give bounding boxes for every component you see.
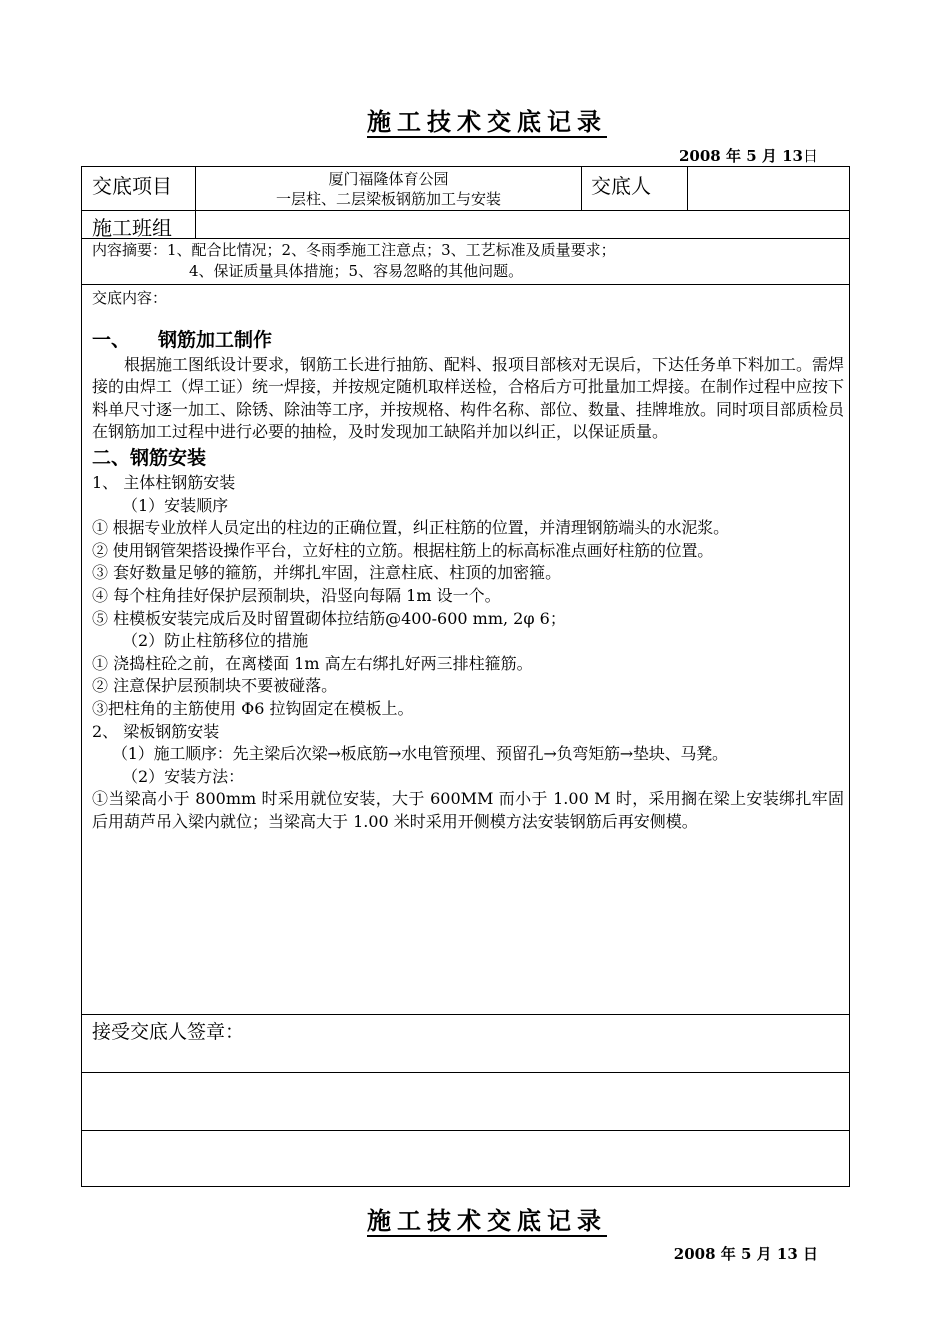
- project-label: 交底项目: [92, 174, 172, 198]
- signature-label: 接受交底人签章：: [92, 1021, 245, 1043]
- content-summary: [92, 240, 616, 282]
- row-divider: [82, 1014, 849, 1015]
- item-1-subheading-2: （2）防止柱筋移位的措施: [122, 631, 309, 651]
- step-item: ① 根据专业放样人员定出的柱边的正确位置，纠正柱筋的位置，并清理钢筋端头的水泥浆。: [92, 518, 729, 538]
- content-label: 交底内容：: [92, 289, 168, 307]
- date-year: 2008 年: [679, 147, 741, 165]
- footer-date-month-day: 5 月 13 日: [741, 1245, 818, 1263]
- summary-line-2: 4、保证质量具体措施；5、容易忽略的其他问题。: [189, 262, 524, 280]
- step-item: ③ 套好数量足够的箍筋，并绑扎牢固，注意柱底、柱顶的加密箍。: [92, 563, 562, 583]
- step-item: ② 使用钢管架搭设操作平台，立好柱的立筋。根据柱筋上的标高标准点画好柱筋的位置。: [92, 540, 714, 560]
- row-divider: [82, 210, 849, 211]
- section-1-paragraph: 根据施工图纸设计要求，钢筋工长进行抽筋、配料、报项目部核对无误后，下达任务单下料加工。需焊接的由焊工（焊工证）统一焊接，并按规定随机取样送检，合格后方可批量加工焊接。在制作过程中应按下料单尺寸逐一加工、除锈、除油等工序，并按规格、构件名称、部位、数量、挂牌堆放。同时项目部质检员在钢筋加工过程中进行必要的抽检，及时发现加工缺陷并加以纠正，以保证质量。: [92, 354, 845, 442]
- column-divider: [687, 167, 688, 210]
- section-1-heading: [92, 326, 844, 354]
- item-2-paragraph: ①当梁高小于 800mm 时采用就位安装，大于 600MM 而小于 1.00 M 时，采用搁在梁上安装绑扎牢固后用葫芦吊入梁内就位；当梁高大于 1.00 米时采用开侧模方法安装钢筋后再安侧模。: [92, 789, 844, 831]
- summary-line-1: 内容摘要：1、配合比情况；2、冬雨季施工注意点；3、工艺标准及质量要求；: [92, 241, 616, 259]
- measure-item: ① 浇捣柱砼之前，在离楼面 1m 高左右绑扎好两三排柱箍筋。: [92, 653, 533, 673]
- measure-item: ③把柱角的主筋使用 Φ6 拉钩固定在模板上。: [92, 698, 414, 718]
- footer-date-year: 2008 年: [673, 1245, 736, 1263]
- column-divider: [581, 167, 582, 210]
- item-2-subheading-1: （1）施工顺序：先主梁后次梁→板底筋→水电管预埋、预留孔→负弯矩筋→垫块、马凳。: [112, 744, 728, 764]
- item-1-subheading-1: （1）安装顺序: [122, 495, 229, 515]
- date-suffix: 日: [802, 147, 818, 165]
- step-item: ④ 每个柱角挂好保护层预制块，沿竖向每隔 1m 设一个。: [92, 585, 501, 605]
- record-date: [679, 145, 818, 166]
- item-2-title: 2、 梁板钢筋安装: [92, 721, 220, 741]
- date-month-day: 5 月 13: [746, 147, 803, 165]
- section-1-title: 钢筋加工制作: [158, 328, 273, 351]
- disclosure-table: [81, 166, 850, 1187]
- measure-item: ② 注意保护层预制块不要被碰落。: [92, 676, 338, 696]
- section-1-number: 一、: [92, 328, 131, 351]
- project-name: [196, 169, 581, 209]
- team-label: 施工班组: [92, 216, 172, 240]
- page-title: [0, 102, 950, 137]
- row-divider: [82, 1130, 849, 1131]
- presenter-label: 交底人: [591, 174, 651, 198]
- row-divider: [82, 238, 849, 239]
- item-1-title: 1、 主体柱钢筋安装: [92, 472, 236, 492]
- item-2-subheading-2: （2）安装方法：: [122, 766, 245, 786]
- row-divider: [82, 284, 849, 285]
- project-line-2: 一层柱、二层梁板钢筋加工与安装: [275, 190, 501, 208]
- project-line-1: 厦门福隆体育公园: [328, 170, 449, 188]
- footer-title-text: 施工技术交底记录: [367, 1206, 607, 1235]
- step-item: ⑤ 柱模板安装完成后及时留置砌体拉结筋@400-600 mm, 2φ 6；: [92, 608, 566, 628]
- footer-date: [674, 1243, 818, 1264]
- page-title-text: 施工技术交底记录: [367, 107, 607, 136]
- disclosure-content: [92, 287, 844, 833]
- section-2-heading: 二、钢筋安装: [92, 446, 207, 469]
- row-divider: [82, 1072, 849, 1073]
- footer-title: [0, 1201, 950, 1236]
